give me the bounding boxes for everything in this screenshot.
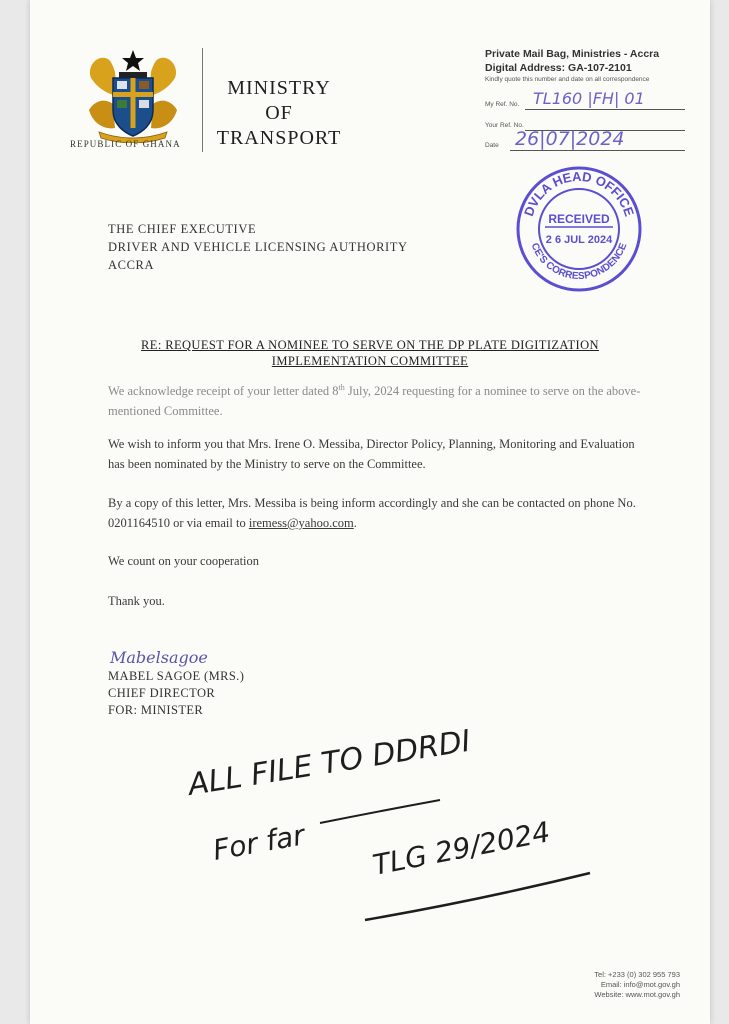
minute-line-1: ALL FILE TO DDRDI — [185, 723, 474, 803]
ministry-line-2: OF — [265, 102, 293, 124]
paragraph-3-text-b: . — [353, 516, 357, 530]
address-line-2: Digital Address: GA-107-2101 — [485, 62, 632, 74]
paragraph-4: We count on your cooperation — [108, 554, 260, 568]
my-ref-value: TL160 |FH| 01 — [533, 89, 645, 108]
stamp-received: RECEIVED — [548, 212, 610, 226]
stamp-bottom-text: CE'S CORRESPONDENCE — [528, 241, 630, 283]
paragraph-1-text-a: We acknowledge receipt of your letter dated 8 — [108, 384, 339, 399]
stamp-top-text: DVLA HEAD OFFICE — [520, 168, 638, 219]
paragraph-5: Thank you. — [108, 594, 165, 608]
subject-heading — [100, 337, 640, 369]
footer-tel: Tel: +233 (0) 302 955 793 — [594, 970, 680, 979]
republic-of-ghana-label: REPUBLIC OF GHANA — [70, 139, 181, 149]
minute-line-3: TLG 29/2024 — [370, 815, 553, 882]
address-line-1: Private Mail Bag, Ministries - Accra — [485, 48, 660, 60]
date-line — [510, 150, 685, 151]
ministry-title — [214, 76, 344, 151]
paragraph-1-text-b: July, 2024 requesting for a nominee to serve on the above-mentioned Committee. — [108, 384, 641, 419]
paragraph-3 — [108, 493, 643, 533]
received-stamp — [515, 165, 643, 293]
ghana-coat-of-arms — [85, 48, 181, 143]
footer-contacts — [545, 970, 680, 1000]
footer-website[interactable]: Website: www.mot.gov.gh — [594, 990, 680, 999]
email-link[interactable]: iremess@yahoo.com — [248, 516, 354, 530]
signature-scribble: Mabelsagoe — [110, 648, 208, 667]
signature-block — [108, 668, 244, 719]
subject-line-1: RE: REQUEST FOR A NOMINEE TO SERVE ON THE DP PLATE DIGITIZATION — [141, 338, 599, 352]
my-ref-line — [525, 109, 685, 110]
quote-note: Kindly quote this number and date on all correspondence — [485, 76, 650, 83]
signatory-name: MABEL SAGOE (MRS.) — [108, 669, 245, 683]
handwritten-minute — [180, 715, 600, 925]
address-block — [485, 47, 659, 75]
paragraph-2: We wish to inform you that Mrs. Irene O. Messiba, Director Policy, Planning, Monitoring and Evaluation has been nominated by the Ministry to serve on the Committee. — [108, 437, 635, 471]
date-value: 26|07|2024 — [515, 128, 625, 150]
my-ref-label: My Ref. No. — [485, 101, 520, 108]
date-label: Date — [485, 142, 499, 149]
ministry-line-1: MINISTRY — [227, 77, 331, 99]
minute-line-2: For far — [210, 818, 308, 867]
paragraph-1-superscript: th — [338, 383, 345, 392]
your-ref-label: Your Ref. No. — [485, 122, 524, 129]
signatory-for: FOR: MINISTER — [108, 703, 204, 717]
recipient-block — [108, 220, 408, 274]
recipient-line-1: THE CHIEF EXECUTIVE — [108, 222, 257, 236]
letterhead-divider — [202, 48, 203, 152]
recipient-line-2: DRIVER AND VEHICLE LICENSING AUTHORITY — [108, 240, 408, 254]
paragraph-3-text-a: By a copy of this letter, Mrs. Messiba is being inform accordingly and she can be contacted on phone No. 0201164510 or via email to — [108, 496, 636, 530]
recipient-line-3: ACCRA — [108, 258, 155, 272]
subject-line-2: IMPLEMENTATION COMMITTEE — [271, 354, 469, 368]
ministry-line-3: TRANSPORT — [216, 127, 342, 149]
stamp-date: 2 6 JUL 2024 — [545, 234, 613, 246]
paragraph-1 — [108, 378, 643, 421]
footer-email[interactable]: Email: info@mot.gov.gh — [600, 980, 680, 989]
signatory-title: CHIEF DIRECTOR — [108, 686, 216, 700]
